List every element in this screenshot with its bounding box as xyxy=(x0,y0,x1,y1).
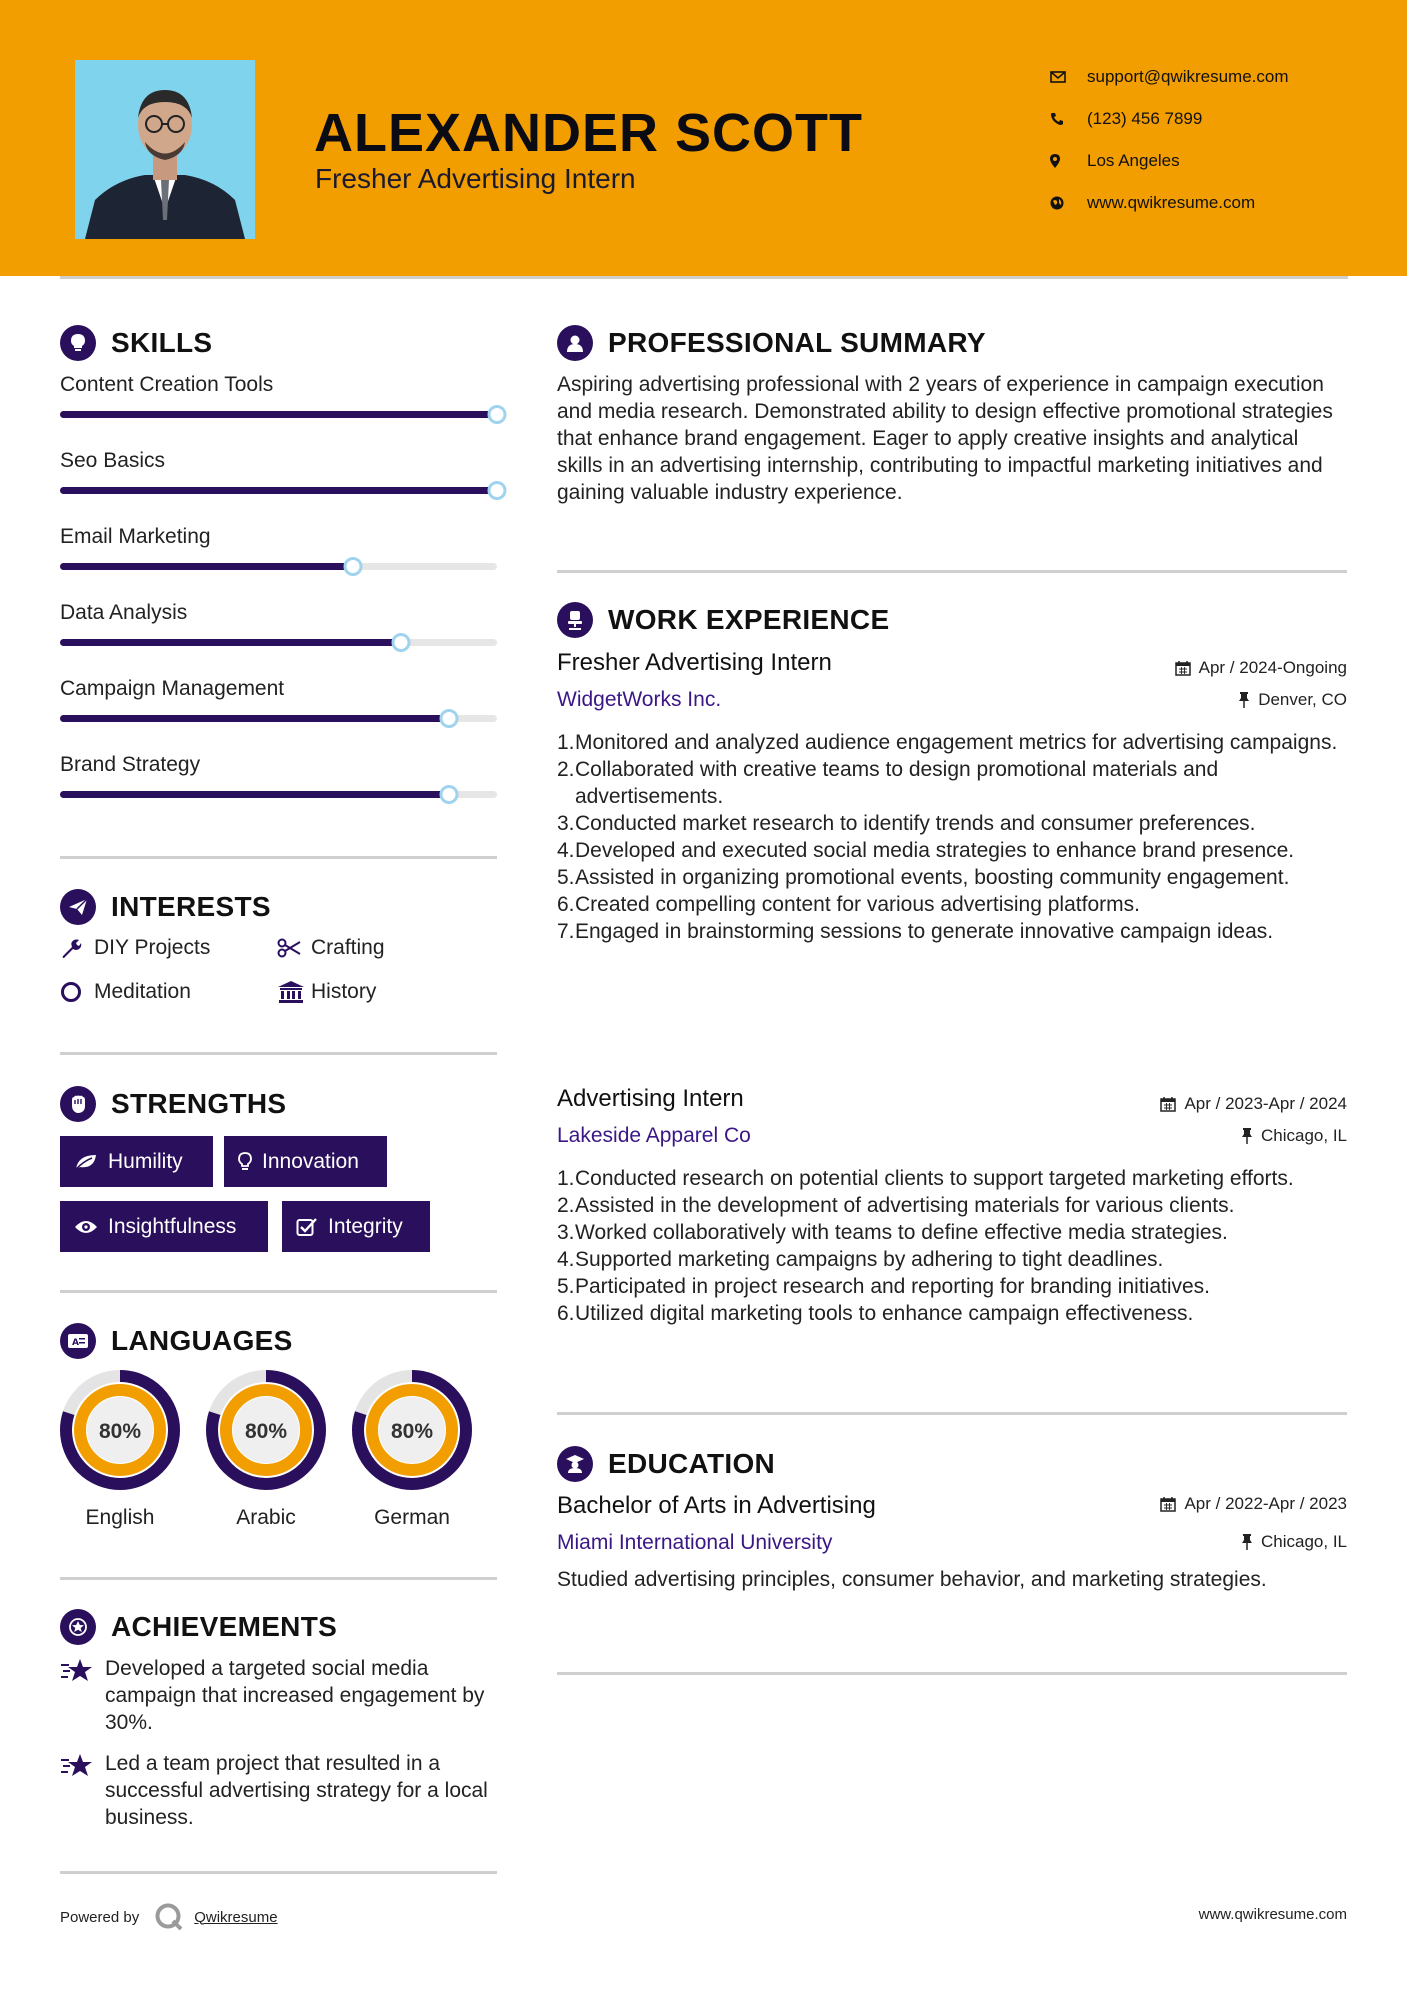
footer-website[interactable]: www.qwikresume.com xyxy=(1198,1906,1347,1923)
list-item: 5. Participated in project research and reporting for branding initiatives. xyxy=(557,1275,1211,1298)
strength-badge: Integrity xyxy=(282,1201,430,1252)
globe-icon xyxy=(1050,196,1087,210)
skill-bar xyxy=(60,715,497,722)
shooting-star-icon xyxy=(60,1750,105,1831)
skill-bar-knob xyxy=(488,405,507,424)
skill-name: Content Creation Tools xyxy=(60,373,274,396)
interest-item: Meditation xyxy=(60,980,191,1004)
skill-bar-knob xyxy=(439,709,458,728)
skill-bar-fill xyxy=(60,791,449,798)
calendar-icon xyxy=(1175,660,1191,676)
languages-heading: A LANGUAGES xyxy=(60,1323,293,1359)
leaf-icon xyxy=(74,1153,98,1171)
job-company: WidgetWorks Inc. xyxy=(557,688,722,711)
qwikresume-logo-icon xyxy=(154,1902,184,1932)
fist-icon xyxy=(60,1086,96,1122)
list-item: 2. Collaborated with creative teams to design promotional materials and advertisements. xyxy=(557,758,1219,808)
graduate-icon xyxy=(557,1446,593,1482)
pushpin-icon xyxy=(1241,1534,1253,1550)
job-title: Advertising Intern xyxy=(557,1085,744,1112)
achievement-item: Led a team project that resulted in a successful advertising strategy for a local business. xyxy=(60,1750,500,1831)
contact-phone[interactable]: (123) 456 7899 xyxy=(1050,98,1289,140)
skill-name: Email Marketing xyxy=(60,525,211,548)
language-ring xyxy=(204,1368,328,1492)
strengths-heading: STRENGTHS xyxy=(60,1086,286,1122)
lightbulb-icon xyxy=(238,1152,252,1172)
achievements-heading: ACHIEVEMENTS xyxy=(60,1609,337,1645)
circle-icon xyxy=(60,981,94,1003)
skill-item xyxy=(60,373,497,418)
skill-bar-fill xyxy=(60,487,497,494)
skill-item xyxy=(60,753,497,798)
skill-name: Campaign Management xyxy=(60,677,285,700)
calendar-icon xyxy=(1160,1096,1176,1112)
language-name: English xyxy=(85,1506,155,1529)
calendar-icon xyxy=(1160,1496,1176,1512)
pushpin-icon xyxy=(1241,1128,1253,1144)
footer-powered-by: Powered by Qwikresume xyxy=(60,1902,278,1932)
paper-plane-icon xyxy=(60,889,96,925)
list-item: 5. Assisted in organizing promotional events, boosting community engagement. xyxy=(557,866,1290,889)
skill-item xyxy=(60,449,497,494)
shooting-star-icon xyxy=(60,1655,105,1736)
skill-bar xyxy=(60,411,497,418)
contact-email[interactable]: support@qwikresume.com xyxy=(1050,56,1289,98)
language-percent: 80% xyxy=(390,1420,434,1443)
language-item xyxy=(204,1368,328,1530)
section-divider xyxy=(557,1412,1347,1415)
scissors-icon xyxy=(277,938,311,958)
skills-heading: SKILLS xyxy=(60,325,212,361)
school-name: Miami International University xyxy=(557,1531,833,1554)
language-percent: 80% xyxy=(98,1420,142,1443)
skill-name: Brand Strategy xyxy=(60,753,201,776)
interests-heading: INTERESTS xyxy=(60,889,271,925)
education-heading: EDUCATION xyxy=(557,1446,775,1482)
svg-text:A: A xyxy=(72,1338,79,1348)
job-location: Denver, CO xyxy=(1238,690,1347,710)
contact-location: Los Angeles xyxy=(1050,140,1289,182)
skill-bar-fill xyxy=(60,715,449,722)
skill-item xyxy=(60,677,497,722)
list-item: 6. Utilized digital marketing tools to enhance campaign effectiveness. xyxy=(557,1302,1194,1325)
pushpin-icon xyxy=(1238,692,1250,708)
list-item: 4. Supported marketing campaigns by adhering to tight deadlines. xyxy=(557,1248,1164,1271)
interest-item: DIY Projects xyxy=(60,936,210,960)
job-duties-list xyxy=(557,1165,1357,1327)
skill-bar-knob xyxy=(439,785,458,804)
interest-item: History xyxy=(277,980,376,1004)
education-description: Studied advertising principles, consumer behavior, and marketing strategies. xyxy=(557,1568,1267,1591)
list-item: 2. Assisted in the development of advertising materials for various clients. xyxy=(557,1194,1235,1217)
list-item: 3. Conducted market research to identify trends and consumer preferences. xyxy=(557,812,1256,835)
skill-bar xyxy=(60,791,497,798)
job-location: Chicago, IL xyxy=(1241,1126,1347,1146)
section-divider xyxy=(60,856,497,859)
envelope-icon xyxy=(1050,71,1087,83)
skill-bar xyxy=(60,487,497,494)
lightbulb-icon xyxy=(60,325,96,361)
candidate-name: ALEXANDER SCOTT xyxy=(314,103,864,163)
profile-photo xyxy=(75,60,255,239)
section-divider xyxy=(557,1672,1347,1675)
achievement-item: Developed a targeted social media campaign that increased engagement by 30%. xyxy=(60,1655,500,1736)
skill-item xyxy=(60,601,497,646)
skill-name: Seo Basics xyxy=(60,449,166,472)
header-divider xyxy=(60,276,1348,279)
language-icon xyxy=(60,1323,96,1359)
summary-heading: PROFESSIONAL SUMMARY xyxy=(557,325,986,361)
phone-icon xyxy=(1050,112,1087,126)
contact-website[interactable]: www.qwikresume.com xyxy=(1050,182,1289,224)
skill-bar-knob xyxy=(488,481,507,500)
language-name: Arabic xyxy=(236,1506,296,1529)
list-item: 4. Developed and executed social media strategies to enhance brand presence. xyxy=(557,839,1295,862)
wrench-icon xyxy=(60,937,94,959)
skill-name: Data Analysis xyxy=(60,601,188,624)
skill-bar-fill xyxy=(60,411,497,418)
contact-list xyxy=(1050,56,1289,224)
list-item: 3. Worked collaboratively with teams to define effective media strategies. xyxy=(557,1221,1228,1244)
qwikresume-link[interactable]: Qwikresume xyxy=(194,1908,278,1926)
list-item: 7. Engaged in brainstorming sessions to generate innovative campaign ideas. xyxy=(557,920,1274,943)
strength-badge: Insightfulness xyxy=(60,1201,268,1252)
summary-text: Aspiring advertising professional with 2 years of experience in campaign execution and media research. Demonstrated ability to design effective promotional strategies that enhance brand engagement. Eager to apply creative insights and analytical skills in an advertising internship, contributing to impactful marketing initiatives and gaining valuable industry experience. xyxy=(557,373,1333,504)
map-marker-icon xyxy=(1050,154,1087,168)
language-name: German xyxy=(374,1506,450,1529)
strength-badge: Innovation xyxy=(224,1136,387,1187)
education-dates: Apr / 2022-Apr / 2023 xyxy=(1160,1494,1347,1514)
skill-bar-knob xyxy=(343,557,362,576)
skill-bar xyxy=(60,563,497,570)
job-title: Fresher Advertising Intern xyxy=(557,649,832,676)
section-divider xyxy=(60,1871,497,1874)
job-duties-list xyxy=(557,729,1357,945)
resume-header xyxy=(0,0,1407,276)
language-percent: 80% xyxy=(244,1420,288,1443)
star-badge-icon xyxy=(60,1609,96,1645)
office-chair-icon xyxy=(557,602,593,638)
skill-bar-knob xyxy=(391,633,410,652)
section-divider xyxy=(60,1577,497,1580)
list-item: 6. Created compelling content for various advertising platforms. xyxy=(557,893,1140,916)
degree-title: Bachelor of Arts in Advertising xyxy=(557,1492,876,1519)
section-divider xyxy=(60,1052,497,1055)
eye-icon xyxy=(74,1219,98,1235)
job-company: Lakeside Apparel Co xyxy=(557,1124,751,1147)
job-dates: Apr / 2024-Ongoing xyxy=(1175,658,1347,678)
experience-heading: WORK EXPERIENCE xyxy=(557,602,889,638)
strength-badge: Humility xyxy=(60,1136,213,1187)
language-ring xyxy=(58,1368,182,1492)
skill-item xyxy=(60,525,497,570)
skill-bar-fill xyxy=(60,563,353,570)
candidate-title: Fresher Advertising Intern xyxy=(315,163,636,194)
section-divider xyxy=(60,1290,497,1293)
skill-bar-fill xyxy=(60,639,401,646)
language-item xyxy=(58,1368,182,1530)
interest-item: Crafting xyxy=(277,936,385,960)
checkbox-icon xyxy=(296,1217,318,1237)
user-icon xyxy=(557,325,593,361)
education-location: Chicago, IL xyxy=(1241,1532,1347,1552)
list-item: 1. Conducted research on potential clients to support targeted marketing efforts. xyxy=(557,1167,1294,1190)
skill-bar xyxy=(60,639,497,646)
museum-icon xyxy=(277,980,311,1004)
job-dates: Apr / 2023-Apr / 2024 xyxy=(1160,1094,1347,1114)
language-item xyxy=(350,1368,474,1530)
section-divider xyxy=(557,570,1347,573)
list-item: 1. Monitored and analyzed audience engagement metrics for advertising campaigns. xyxy=(557,731,1338,754)
language-ring xyxy=(350,1368,474,1492)
